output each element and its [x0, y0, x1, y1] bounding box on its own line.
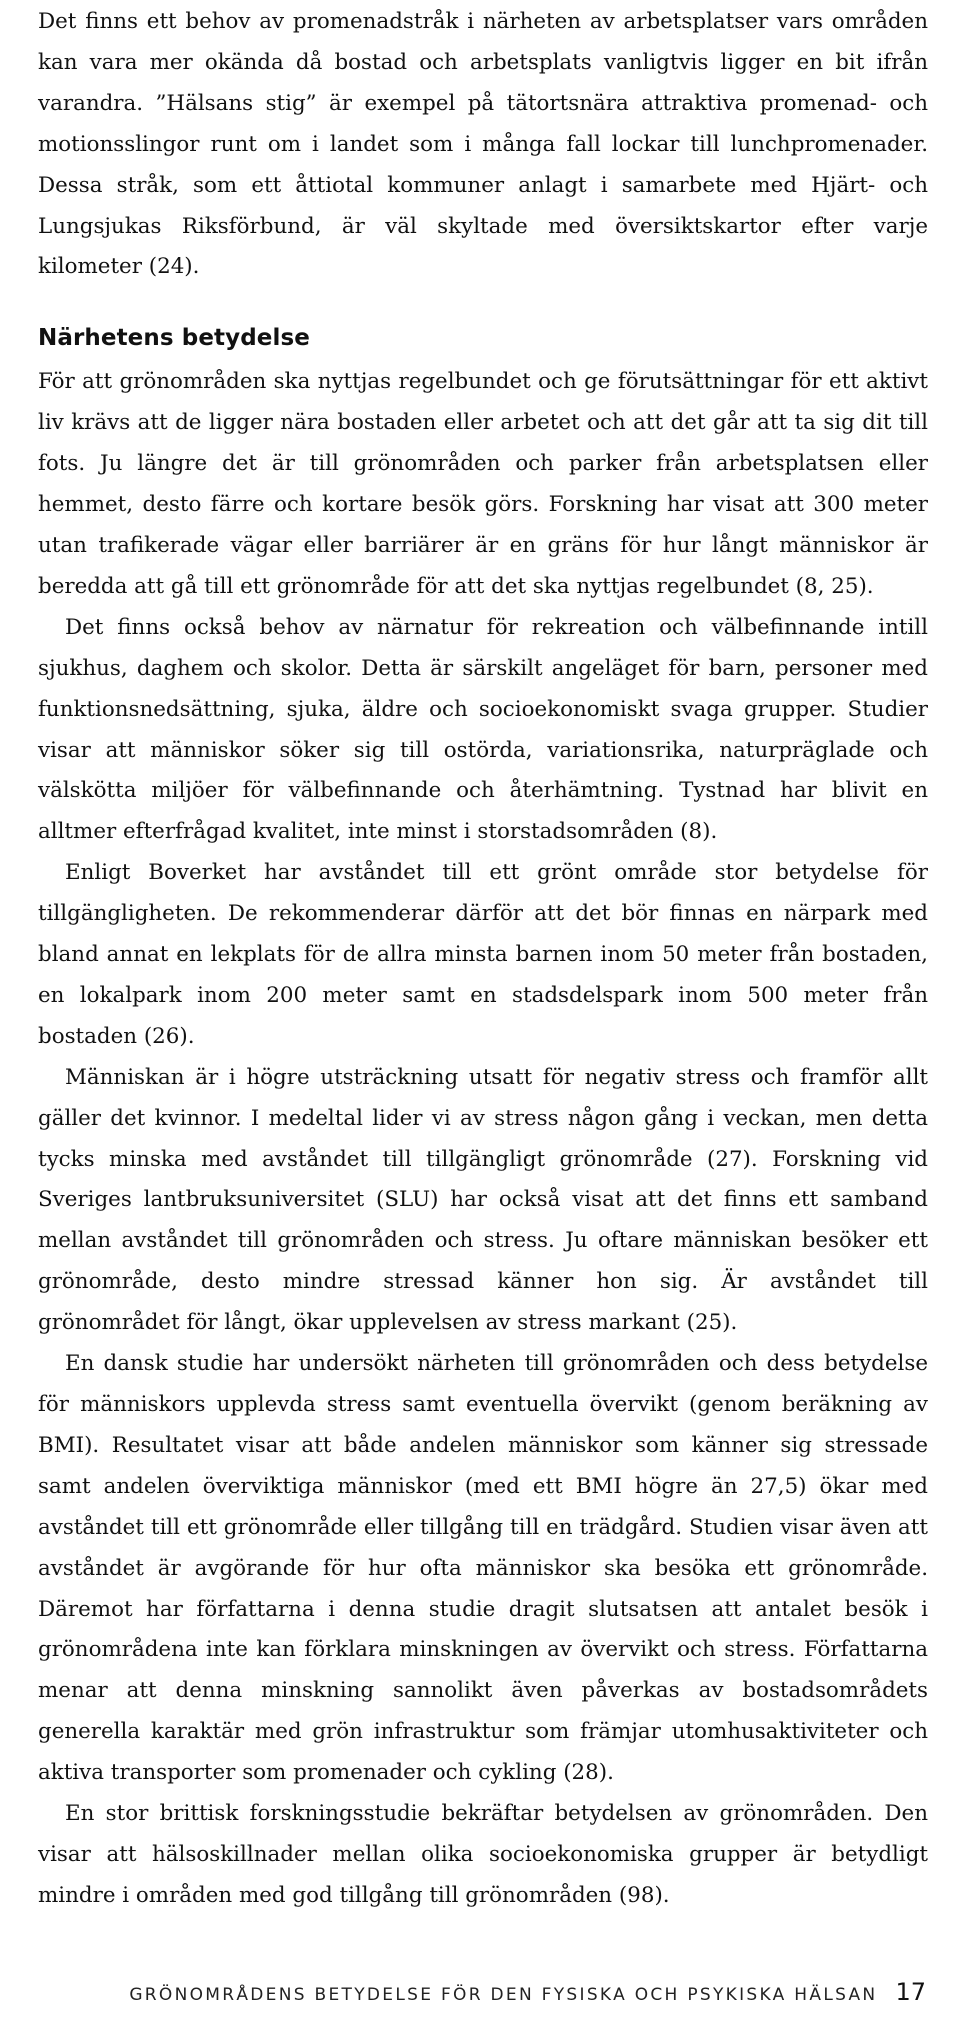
- paragraph-danish-study: En dansk studie har undersökt närheten till grönområden och dess betydelse för människors upplevda stress samt eventuella övervikt (genom beräkning av BMI). Resultatet visar att både andelen människor som känner sig stressade samt andelen överviktiga människor (med ett BMI högre än 27,5) ökar med avståndet till ett grönområde eller tillgång till en trädgård. Studien visar även att avståndet är avgörande för hur ofta människor ska besöka ett grönområde. Däremot har författarna i denna studie dragit slutsatsen att antalet besök i grönområdena inte kan förklara minskningen av övervikt och stress. Författarna menar att denna minskning sannolikt även påverkas av bostadsområdets generella karaktär med grön infrastruktur som främjar utomhusaktiviteter och aktiva transporter som promenader och cykling (28).: [38, 1351, 928, 1786]
- body-text: [38, 2, 928, 1917]
- running-footer: [38, 1978, 928, 2018]
- paragraph-stress: Människan är i högre utsträckning utsatt för negativ stress och framför allt gäller det kvinnor. I medeltal lider vi av stress någon gång i veckan, men detta tycks minska med avståndet till tillgängligt grönområde (27). Forskning vid Sveriges lantbruksuniversitet (SLU) har också visat att det finns ett samband mellan avståndet till grönområden och stress. Ju oftare människan besöker ett grönområde, desto mindre stressad känner hon sig. Är avståndet till grönområdet för långt, ökar upplevelsen av stress markant (25).: [38, 1064, 928, 1336]
- page-number: 17: [895, 1978, 926, 2006]
- paragraph-walking-paths: Det finns ett behov av promenadstråk i närheten av arbetsplatser vars områden kan vara mer okända då bostad och arbetsplats vanligtvis ligger en bit ifrån varandra. ”Hälsans stig” är exempel på tätortsnära attraktiva promenad- och motionsslingor runt om i landet som i många fall lockar till lunchpromenader. Dessa stråk, som ett åttiotal kommuner anlagt i samarbete med Hjärt- och Lungsjukas Riksförbund, är väl skyltade med översiktskartor efter varje kilometer (24).: [38, 9, 928, 280]
- paragraph-nearby-nature: Det finns också behov av närnatur för rekreation och välbefinnande intill sjukhus, daghem och skolor. Detta är särskilt angeläget för barn, personer med funktionsnedsättning, sjuka, äldre och socioekonomiskt svaga grupper. Studier visar att människor söker sig till ostörda, variationsrika, naturpräglade och välskötta miljöer för välbefinnande och återhämtning. Tystnad har blivit en alltmer efterfrågad kvalitet, inte minst i storstadsområden (8).: [38, 614, 928, 845]
- paragraph-green-area-distance: För att grönområden ska nyttjas regelbundet och ge förutsättningar för ett aktivt liv krävs att de ligger nära bostaden eller arbetet och att det går att ta sig dit till fots. Ju längre det är till grönområden och parker från arbetsplatsen eller hemmet, desto färre och kortare besök görs. Forskning har visat att 300 meter utan trafikerade vägar eller barriärer är en gräns för hur långt människor är beredda att gå till ett grönområde för att det ska nyttjas regelbundet (8, 25).: [38, 369, 928, 599]
- paragraph-british-study: En stor brittisk forskningsstudie bekräftar betydelsen av grönområden. Den visar att hälsoskillnader mellan olika socioekonomiska grupper är betydligt mindre i områden med god tillgång till grönområden (98).: [38, 1801, 928, 1908]
- document-page: [38, 0, 928, 2025]
- section-heading-proximity: Närhetens betydelse: [38, 325, 310, 352]
- running-title: GRÖNOMRÅDENS BETYDELSE FÖR DEN FYSISKA OCH PSYKISKA HÄLSAN: [129, 1985, 878, 2005]
- paragraph-boverket: Enligt Boverket har avståndet till ett grönt område stor betydelse för tillgängligheten. De rekommenderar därför att det bör finnas en närpark med bland annat en lekplats för de allra minsta barnen inom 50 meter från bostaden, en lokalpark inom 200 meter samt en stadsdelspark inom 500 meter från bostaden (26).: [38, 860, 928, 1049]
